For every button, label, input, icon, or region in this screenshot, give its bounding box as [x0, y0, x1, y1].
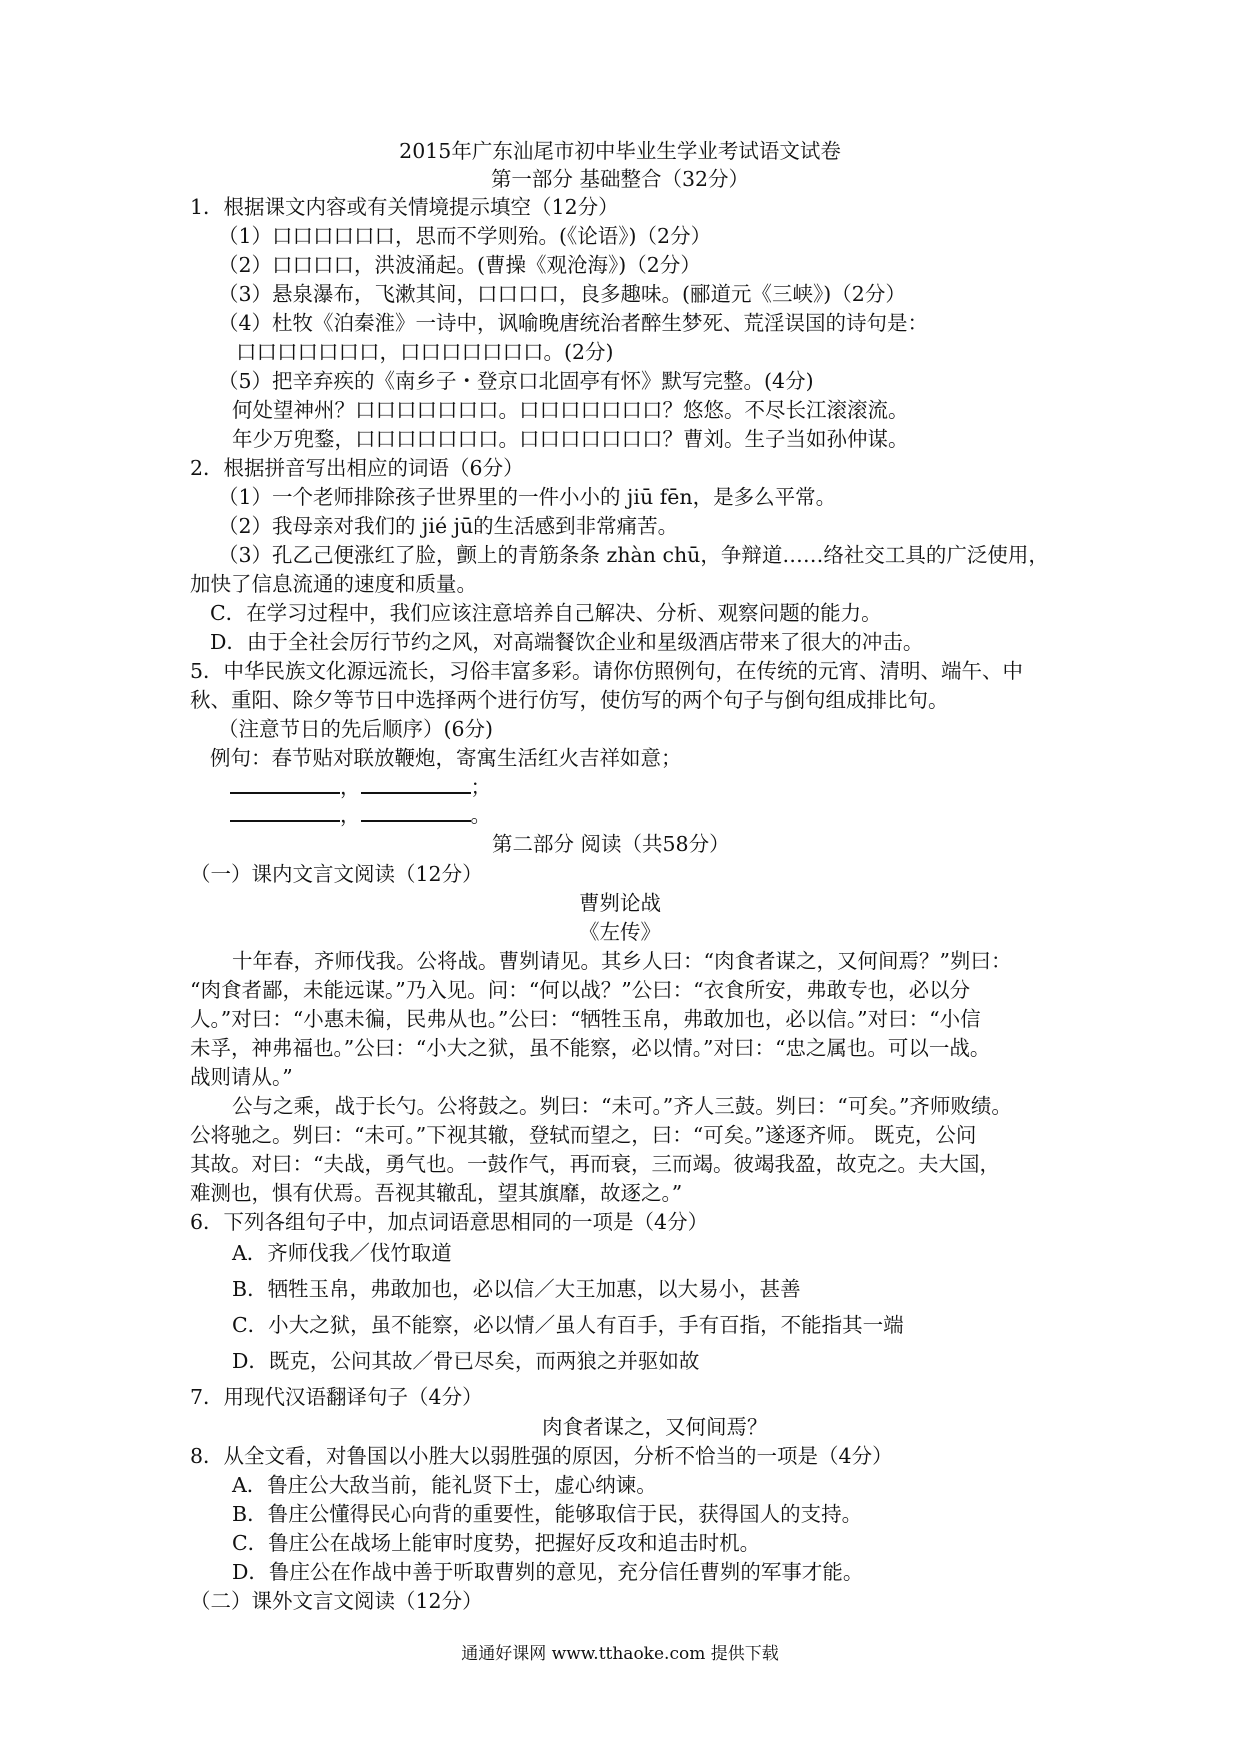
q2-item-1: （1）一个老师排除孩子世界里的一件小小的 jiū fēn，是多么平常。	[218, 485, 837, 509]
answer-blank[interactable]	[361, 774, 471, 794]
q5-answer-line-1: ， ；	[230, 773, 491, 801]
page-footer: 通通好课网 www.tthaoke.com 提供下载	[461, 1644, 779, 1664]
q5-stem-1: 5．中华民族文化源远流长，习俗丰富多彩。请你仿照例句，在传统的元宵、清明、端午、中	[190, 659, 1024, 683]
section2-heading: （二）课外文言文阅读（12分）	[190, 1589, 483, 1613]
exam-title: 2015年广东汕尾市初中毕业生学业考试语文试卷	[399, 139, 841, 163]
q6-option-d: D．既克，公问其故／骨已尽矣，而两狼之并驱如故	[232, 1349, 700, 1373]
q6-option-b: B．牺牲玉帛，弗敢加也，必以信／大王加惠，以大易小，甚善	[232, 1277, 801, 1301]
passage-line: 其故。对曰：“夫战，勇气也。一鼓作气，再而衰，三而竭。彼竭我盈，故克之。夫大国，	[190, 1152, 1000, 1176]
q1-item-3: （3）悬泉瀑布，飞漱其间，口口口口，良多趣味。(郦道元《三峡》)（2分）	[218, 282, 906, 306]
q1-item-5: （5）把辛弃疾的《南乡子・登京口北固亭有怀》默写完整。(4分)	[218, 369, 814, 393]
q1-item-4: （4）杜牧《泊秦淮》一诗中，讽喻晚唐统治者醉生梦死、荒淫误国的诗句是：	[218, 311, 929, 335]
q1-item-4-answer: 口口口口口口口，口口口口口口口。(2分)	[236, 340, 614, 364]
article-source: 《左传》	[579, 920, 661, 944]
answer-blank[interactable]	[230, 774, 340, 794]
q2-item-2: （2）我母亲对我们的 jié jū的生活感到非常痛苦。	[218, 514, 679, 538]
passage-line: 十年春，齐师伐我。公将战。曹刿请见。其乡人曰：“肉食者谋之，又何间焉？”刿曰：	[232, 949, 1012, 973]
passage-line: 难测也，惧有伏焉。吾视其辙乱，望其旗靡，故逐之。”	[190, 1181, 683, 1205]
q6-stem: 6．下列各组句子中，加点词语意思相同的一项是（4分）	[190, 1210, 709, 1234]
q8-stem: 8．从全文看，对鲁国以小胜大以弱胜强的原因，分析不恰当的一项是（4分）	[190, 1444, 893, 1468]
q2-item-3: （3）孔乙己便涨红了脸，颤上的青筋条条 zhàn chū，争辩道……络社交工具的广泛使用，	[218, 543, 1049, 567]
q5-note: （注意节日的先后顺序）(6分)	[218, 717, 494, 741]
q1-item-5-line1: 何处望神州？口口口口口口口。口口口口口口口？悠悠。不尽长江滚滚流。	[232, 398, 909, 422]
passage-line: 人。”对曰：“小惠未徧，民弗从也。”公曰：“牺牲玉帛，弗敢加也，必以信。”对曰：“小信	[190, 1007, 981, 1031]
q7-sentence: 肉食者谋之，又何间焉？	[542, 1415, 768, 1439]
part2-heading: 第二部分 阅读（共58分）	[492, 832, 730, 856]
q1-stem: 1．根据课文内容或有关情境提示填空（12分）	[190, 195, 619, 219]
q8-option-b: B．鲁庄公懂得民心向背的重要性，能够取信于民，获得国人的支持。	[232, 1502, 863, 1526]
q1-item-1: （1）口口口口口口，思而不学则殆。(《论语》)（2分）	[218, 224, 712, 248]
q8-option-c: C．鲁庄公在战场上能审时度势，把握好反攻和追击时机。	[232, 1531, 761, 1555]
q1-item-2: （2）口口口口，洪波涌起。(曹操《观沧海》)（2分）	[218, 253, 701, 277]
q6-option-a: A．齐师伐我／伐竹取道	[232, 1241, 452, 1265]
option-c: C．在学习过程中，我们应该注意培养自己解决、分析、观察问题的能力。	[210, 601, 882, 625]
passage-line: “肉食者鄙，未能远谋。”乃入见。问：“何以战？”公曰：“衣食所安，弗敢专也，必以分	[190, 978, 971, 1002]
section1-heading: （一）课内文言文阅读（12分）	[190, 862, 483, 886]
option-d: D．由于全社会厉行节约之风，对高端餐饮企业和星级酒店带来了很大的冲击。	[210, 630, 924, 654]
q6-option-c: C．小大之狱，虽不能察，必以情／虽人有百手，手有百指，不能指其一端	[232, 1313, 904, 1337]
q5-stem-2: 秋、重阳、除夕等节日中选择两个进行仿写，使仿写的两个句子与倒句组成排比句。	[190, 688, 949, 712]
answer-blank[interactable]	[230, 802, 340, 822]
q2-item-3-cont: 加快了信息流通的速度和质量。	[190, 572, 477, 596]
part1-heading: 第一部分 基础整合（32分）	[490, 167, 750, 191]
passage-line: 战则请从。”	[190, 1065, 293, 1089]
q8-option-d: D．鲁庄公在作战中善于听取曹刿的意见，充分信任曹刿的军事才能。	[232, 1560, 864, 1584]
q7-stem: 7．用现代汉语翻译句子（4分）	[190, 1385, 483, 1409]
article-title: 曹刿论战	[579, 891, 661, 915]
answer-blank[interactable]	[361, 802, 471, 822]
q2-stem: 2．根据拼音写出相应的词语（6分）	[190, 456, 524, 480]
q5-example: 例句：春节贴对联放鞭炮，寄寓生活红火吉祥如意；	[210, 746, 682, 770]
q1-item-5-line2: 年少万兜鍪，口口口口口口口。口口口口口口口？曹刘。生子当如孙仲谋。	[232, 427, 909, 451]
passage-line: 未孚，神弗福也。”公曰：“小大之狱，虽不能察，必以情。”对曰：“忠之属也。可以一战。	[190, 1036, 991, 1060]
passage-line: 公与之乘，战于长勺。公将鼓之。刿曰：“未可。”齐人三鼓。刿曰：“可矣。”齐师败绩。	[232, 1094, 1012, 1118]
q8-option-a: A．鲁庄公大敌当前，能礼贤下士，虚心纳谏。	[232, 1473, 657, 1497]
passage-line: 公将驰之。刿曰：“未可。”下视其辙，登轼而望之，曰：“可矣。”遂逐齐师。 既克，公问	[190, 1123, 977, 1147]
q5-answer-line-2: ， 。	[230, 801, 491, 829]
